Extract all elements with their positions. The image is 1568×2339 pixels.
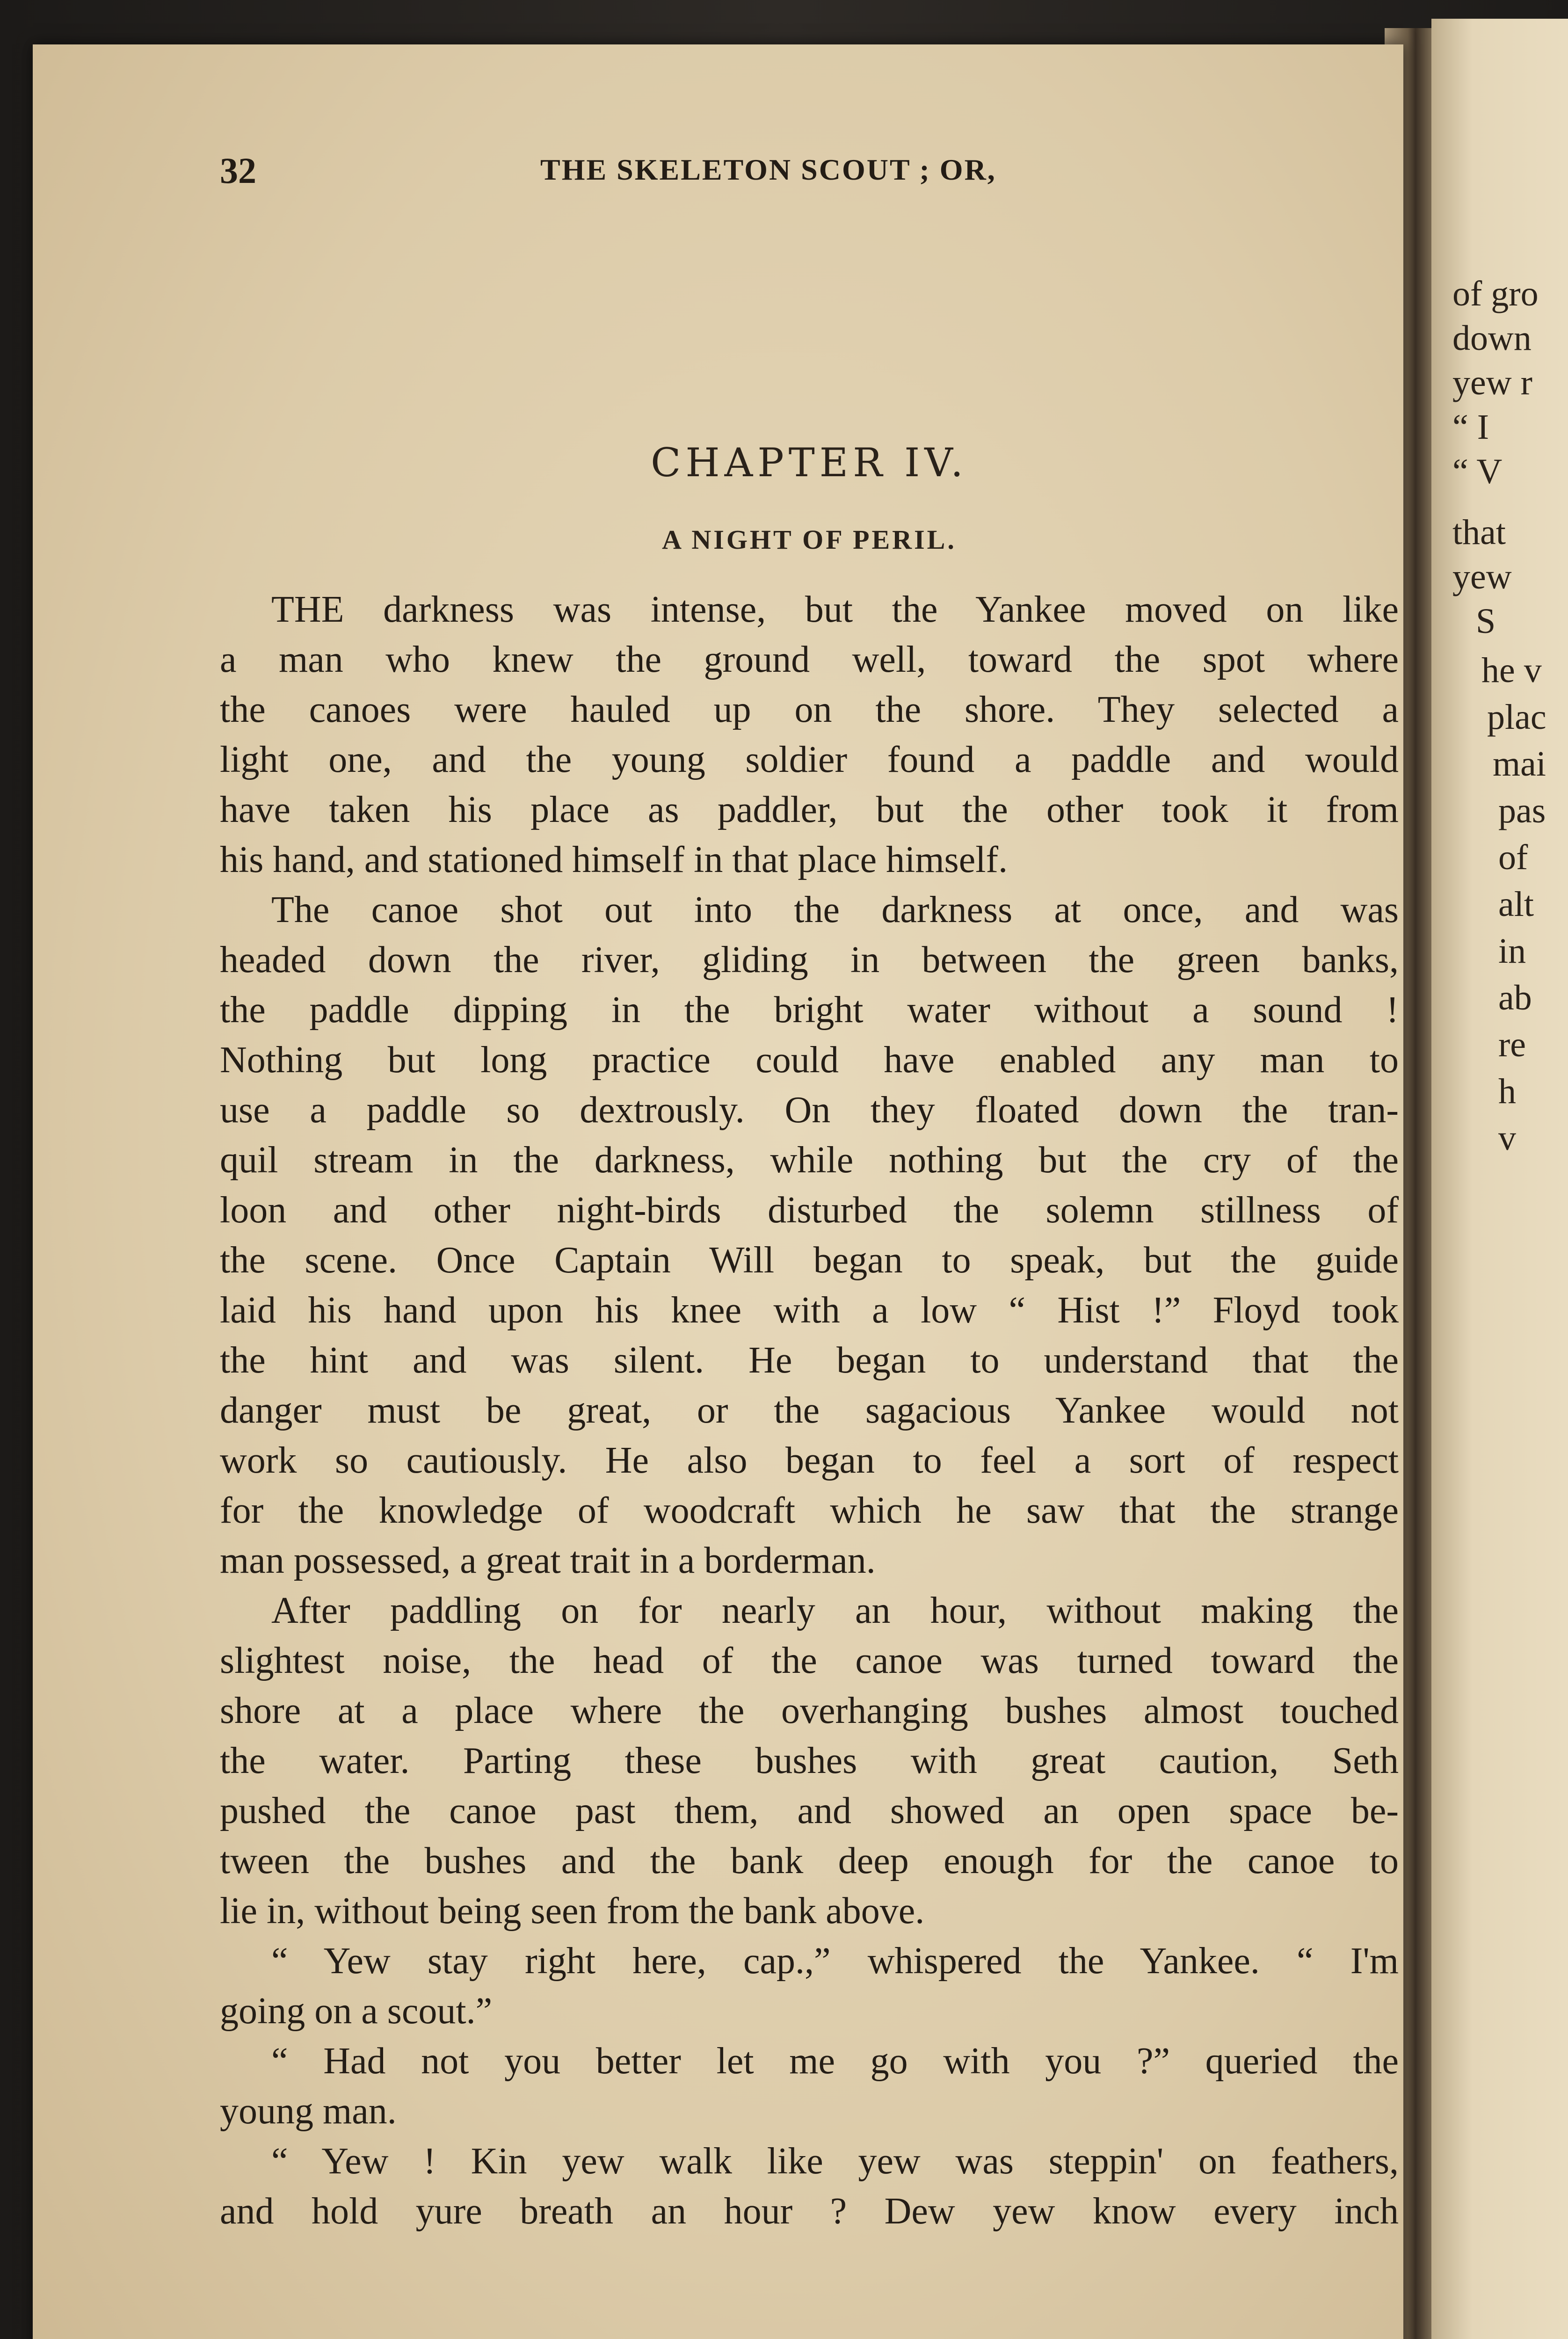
facing-page-fragment: yew r: [1452, 363, 1532, 402]
text-line: for the knowledge of woodcraft which he saw that the strange: [220, 1490, 1399, 1531]
text-line: the paddle dipping in the bright water without a sound !: [220, 989, 1399, 1031]
text-line: and hold yure breath an hour ? Dew yew know every inch: [220, 2191, 1399, 2232]
text-line: light one, and the young soldier found a paddle and would: [220, 739, 1399, 780]
text-line: laid his hand upon his knee with a low “ Hist !” Floyd took: [220, 1290, 1399, 1331]
text-line: the hint and was silent. He began to understand that the: [220, 1340, 1399, 1381]
chapter-title: CHAPTER IV.: [651, 440, 968, 486]
text-line: Nothing but long practice could have enabled any man to: [220, 1039, 1399, 1081]
facing-page-fragment: ab: [1498, 978, 1532, 1017]
text-line: headed down the river, gliding in between the green banks,: [220, 939, 1399, 981]
facing-page-fragment: down: [1452, 319, 1532, 358]
text-line: shore at a place where the overhanging bushes almost touched: [220, 1690, 1399, 1731]
facing-page-fragment: plac: [1487, 697, 1546, 737]
chapter-subtitle: A NIGHT OF PERIL.: [662, 524, 957, 555]
text-line: a man who knew the ground well, toward the spot where: [220, 639, 1399, 680]
body-text: [220, 585, 1399, 2237]
text-line: slightest noise, the head of the canoe was turned toward the: [220, 1640, 1399, 1681]
text-line: quil stream in the darkness, while nothing but the cry of the: [220, 1140, 1399, 1181]
facing-page-fragment: yew: [1452, 557, 1512, 596]
facing-page-fragment: h: [1498, 1072, 1516, 1111]
text-line: the scene. Once Captain Will began to speak, but the guide: [220, 1240, 1399, 1281]
text-line: “ Yew ! Kin yew walk like yew was steppin' on feathers,: [271, 2141, 1399, 2182]
text-line: his hand, and stationed himself in that place himself.: [220, 839, 1008, 880]
text-line: going on a scout.”: [220, 1990, 493, 2032]
facing-page-fragment: in: [1498, 931, 1526, 971]
text-line: work so cautiously. He also began to feel a sort of respect: [220, 1440, 1399, 1481]
text-line: tween the bushes and the bank deep enough for the canoe to: [220, 1840, 1399, 1881]
text-line: loon and other night-birds disturbed the solemn stillness of: [220, 1190, 1399, 1231]
running-head: THE SKELETON SCOUT ; OR,: [540, 153, 996, 186]
text-line: lie in, without being seen from the bank above.: [220, 1890, 925, 1932]
text-line: the water. Parting these bushes with great caution, Seth: [220, 1740, 1399, 1781]
facing-page-fragment: mai: [1493, 744, 1546, 784]
text-line: The canoe shot out into the darkness at once, and was: [271, 889, 1399, 930]
text-line: danger must be great, or the sagacious Yankee would not: [220, 1390, 1399, 1431]
text-line: the canoes were hauled up on the shore. They selected a: [220, 689, 1399, 730]
page-number: 32: [220, 150, 256, 191]
text-line: man possessed, a great trait in a borderman.: [220, 1540, 876, 1581]
facing-page-fragment: of: [1498, 838, 1528, 877]
text-line: have taken his place as paddler, but the other took it from: [220, 789, 1399, 830]
text-line: “ Had not you better let me go with you ?” queried the: [271, 2041, 1399, 2082]
facing-page-fragment: he v: [1481, 651, 1542, 690]
facing-page-fragment: “ I: [1452, 407, 1489, 447]
facing-page-fragment: pas: [1498, 791, 1546, 830]
facing-page-fragment: alt: [1498, 885, 1534, 924]
facing-page-fragment: of gro: [1452, 274, 1539, 313]
facing-page-fragment: “ V: [1452, 452, 1503, 491]
text-line: “ Yew stay right here, cap.,” whispered the Yankee. “ I'm: [271, 1940, 1399, 1982]
text-line: After paddling on for nearly an hour, without making the: [271, 1590, 1399, 1631]
text-line: young man.: [220, 2091, 397, 2132]
text-line: use a paddle so dextrously. On they floated down the tran-: [220, 1090, 1399, 1131]
text-line: THE darkness was intense, but the Yankee moved on like: [271, 589, 1399, 630]
facing-page-fragment: v: [1498, 1119, 1516, 1158]
facing-page-fragment: S: [1476, 602, 1496, 641]
facing-page-fragment: re: [1498, 1025, 1526, 1064]
facing-page: [1431, 19, 1568, 2339]
page-header: [220, 150, 1389, 192]
facing-page-fragment: that: [1452, 513, 1506, 552]
text-line: pushed the canoe past them, and showed an open space be-: [220, 1790, 1399, 1831]
